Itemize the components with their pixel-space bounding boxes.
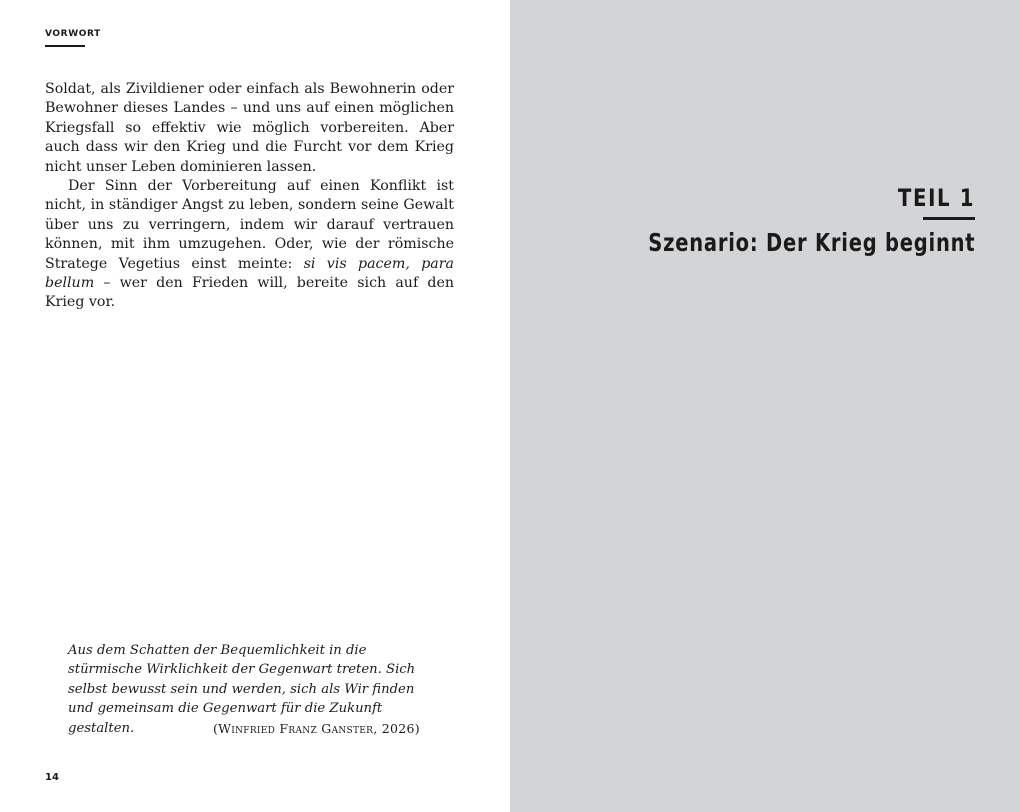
part-label: TEIL 1 bbox=[897, 184, 975, 212]
running-head: VORWORT bbox=[45, 29, 101, 39]
part-rule bbox=[923, 217, 975, 220]
paragraph-2 bbox=[45, 177, 454, 313]
epigraph-text: Aus dem Schatten der Bequemlichkeit in die stürmische Wirklichkeit der Gegenwart treten. Sich selbst bewusst sein und werden, sich als Wir finden und gemeinsam die Gegenwart für die Zukunft gestalten. bbox=[68, 643, 416, 736]
paragraph-2-end: – wer den Frieden will, bereite sich auf den Krieg vor. bbox=[45, 275, 454, 311]
running-head-rule bbox=[45, 45, 85, 47]
part-title: Szenario: Der Krieg beginnt bbox=[647, 228, 975, 257]
paragraph-2-start: Der Sinn der Vorbereitung auf einen Konflikt ist nicht, in ständiger Angst zu leben, sondern seine Gewalt über uns zu verringern, indem wir darauf vertrauen können, mit ihm umzugehen. Oder, wie der römische Stratege Vegetius einst meinte: bbox=[45, 178, 454, 272]
body-text bbox=[45, 80, 454, 313]
right-page bbox=[510, 0, 1020, 812]
latin-quote: si vis pacem, para bellum bbox=[45, 255, 454, 292]
epigraph-attribution: (Winfried Franz Ganster, 2026) bbox=[212, 721, 420, 736]
page-number: 14 bbox=[45, 772, 59, 783]
paragraph-1: Soldat, als Zivildiener oder einfach als Bewohnerin oder Bewohner dieses Landes – und uns auf einen möglichen Kriegsfall so effektiv wie möglich vorbereiten. Aber auch dass wir den Krieg und die Furcht vor dem Krieg nicht unser Leben dominieren lassen. bbox=[45, 81, 454, 175]
